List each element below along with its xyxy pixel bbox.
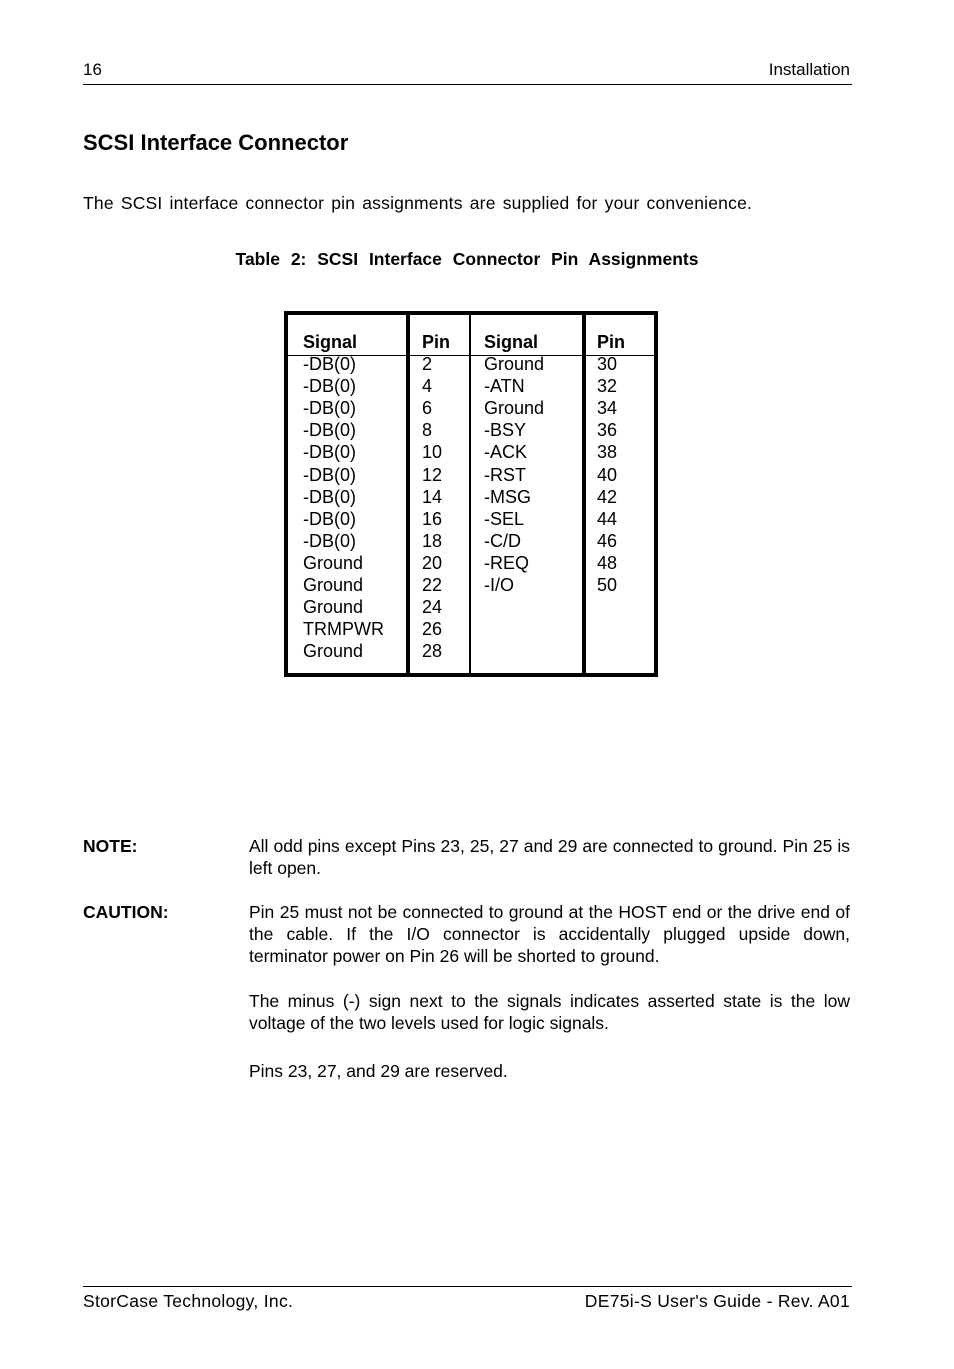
pin-column-1	[422, 331, 450, 662]
table-cell: 2	[422, 354, 433, 375]
section-title: SCSI Interface Connector	[83, 130, 349, 155]
table-cell: 10	[422, 442, 443, 463]
table-cell: 34	[597, 398, 618, 419]
pin-column-2	[597, 331, 625, 596]
intro-paragraph: The SCSI interface connector pin assignments are supplied for your convenience.	[83, 193, 753, 213]
table-cell: 24	[422, 597, 443, 618]
section-name: Installation	[768, 60, 850, 79]
table-cell: -ACK	[484, 442, 528, 463]
table-cell: -MSG	[484, 486, 531, 507]
column-header: Signal	[484, 332, 539, 352]
reserved-pins-text: Pins 23, 27, and 29 are reserved.	[249, 1061, 508, 1081]
table-cell: -DB(0)	[303, 354, 356, 375]
footer-company: StorCase Technology, Inc.	[83, 1291, 294, 1311]
column-header: Signal	[303, 332, 358, 352]
table-caption: Table 2: SCSI Interface Connector Pin Assignments	[235, 249, 699, 269]
table-cell: -RST	[484, 464, 526, 485]
note-label: NOTE:	[83, 836, 138, 856]
footer-rule	[83, 1286, 852, 1287]
column-divider	[582, 315, 586, 673]
column-header: Pin	[422, 332, 451, 352]
table-cell: 16	[422, 508, 443, 529]
table-cell: 20	[422, 552, 443, 573]
column-divider	[469, 315, 471, 673]
table-cell: -ATN	[484, 376, 525, 397]
table-cell: Ground	[303, 597, 364, 618]
caution-label: CAUTION:	[83, 902, 169, 922]
table-cell: Ground	[484, 354, 545, 375]
table-cell: 40	[597, 464, 618, 485]
column-header: Pin	[597, 332, 626, 352]
table-cell: -DB(0)	[303, 442, 356, 463]
table-cell: 48	[597, 552, 618, 573]
table-cell: 26	[422, 619, 443, 640]
table-cell: -BSY	[484, 420, 527, 441]
table-cell: 30	[597, 354, 618, 375]
table-cell: 44	[597, 508, 618, 529]
signal-column-1	[303, 331, 384, 662]
header-rule	[83, 84, 852, 85]
signal-column-2	[484, 331, 544, 596]
table-cell: 14	[422, 486, 443, 507]
table-cell: -DB(0)	[303, 486, 356, 507]
table-cell: -DB(0)	[303, 420, 356, 441]
table-cell: Ground	[303, 575, 364, 596]
column-divider	[406, 315, 410, 673]
table-cell: 22	[422, 575, 443, 596]
table-cell: Ground	[303, 552, 364, 573]
table-cell: Ground	[303, 641, 364, 662]
table-cell: -I/O	[484, 575, 514, 596]
page-number: 16	[83, 60, 102, 79]
table-cell: -DB(0)	[303, 376, 356, 397]
table-cell: 28	[422, 641, 443, 662]
table-cell: 42	[597, 486, 618, 507]
table-cell: Ground	[484, 398, 545, 419]
pin-assignment-table	[284, 311, 658, 677]
table-cell: 36	[597, 420, 618, 441]
table-cell: -DB(0)	[303, 508, 356, 529]
minus-sign-text: The minus (-) sign next to the signals indicates asserted state is the low voltage of the two levels used for logic signals.	[249, 991, 850, 1033]
table-cell: 8	[422, 420, 433, 441]
table-cell: -DB(0)	[303, 464, 356, 485]
footer-document: DE75i-S User's Guide - Rev. A01	[584, 1291, 850, 1311]
table-cell: -SEL	[484, 508, 525, 529]
table-cell: -REQ	[484, 552, 529, 573]
table-cell: 50	[597, 575, 618, 596]
table-cell: 4	[422, 376, 433, 397]
table-cell: -DB(0)	[303, 398, 356, 419]
table-cell: -DB(0)	[303, 530, 356, 551]
table-cell: 32	[597, 376, 618, 397]
table-cell: TRMPWR	[303, 619, 384, 640]
table-cell: 12	[422, 464, 443, 485]
caution-text: Pin 25 must not be connected to ground at the HOST end or the drive end of the cable. If the I/O connector is accidentally plugged upside down, terminator power on Pin 26 will be shorted to ground.	[249, 902, 850, 966]
note-text: All odd pins except Pins 23, 25, 27 and 29 are connected to ground. Pin 25 is left open.	[249, 836, 850, 878]
table-cell: 18	[422, 530, 443, 551]
table-cell: 46	[597, 530, 618, 551]
table-cell: -C/D	[484, 530, 521, 551]
table-cell: 38	[597, 442, 618, 463]
table-cell: 6	[422, 398, 433, 419]
